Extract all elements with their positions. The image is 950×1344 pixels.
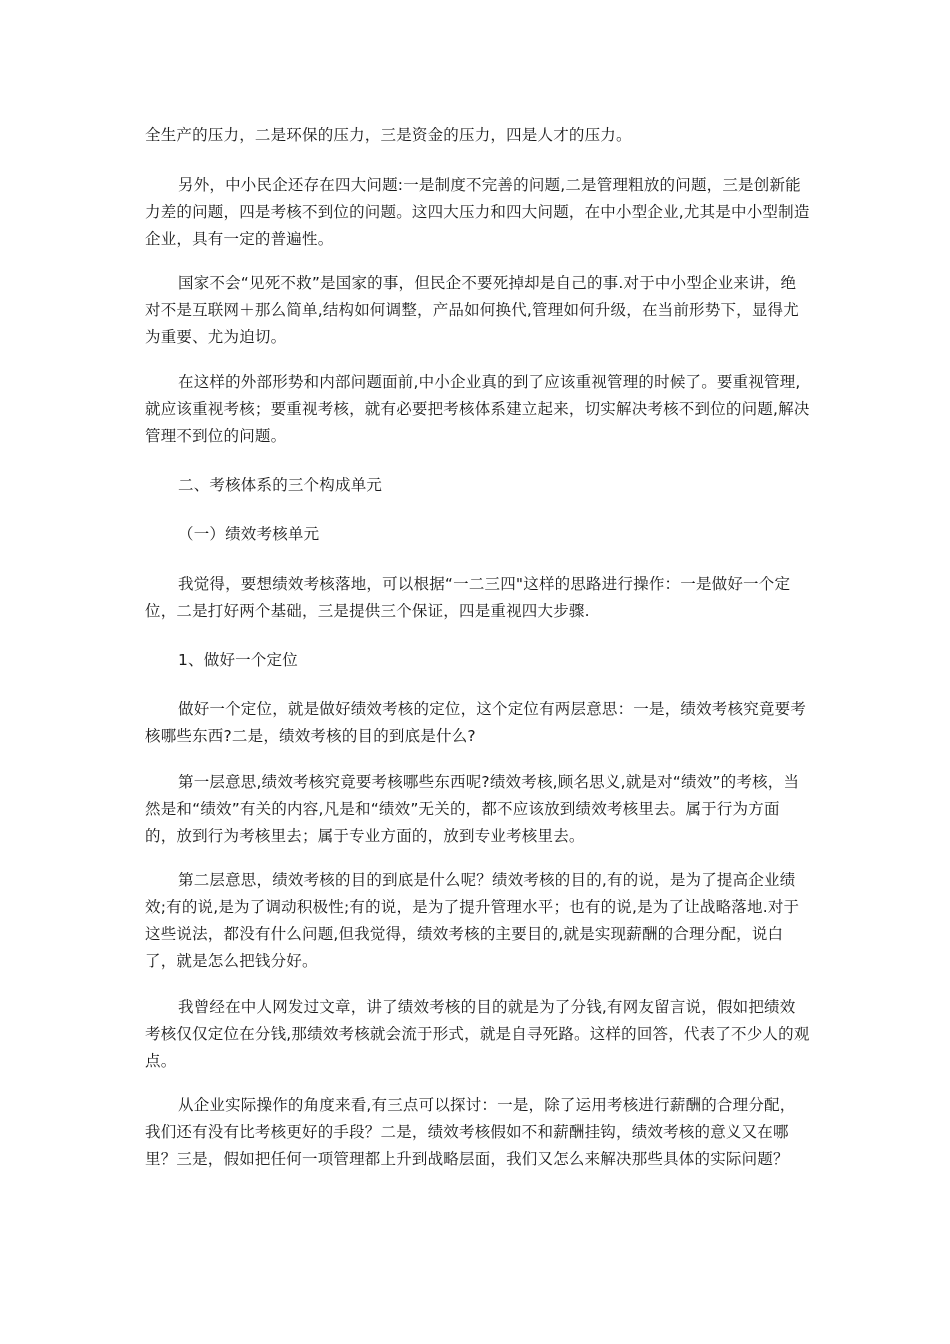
paragraph-first-meaning: 第一层意思,绩效考核究竟要考核哪些东西呢?绩效考核,顾名思义,就是对“绩效”的考核，当然是和“绩效”有关的内容,凡是和“绩效”无关的，都不应该放到绩效考核里去。属于行为方面的，放到行为考核里去；属于专业方面的，放到专业考核里去。	[145, 773, 800, 845]
paragraph-positioning: 做好一个定位，就是做好绩效考核的定位，这个定位有两层意思：一是，绩效考核究竟要考核哪些东西?二是，绩效考核的目的到底是什么?	[145, 700, 807, 745]
item-heading-1: 1、做好一个定位	[178, 651, 298, 669]
paragraph-second-meaning: 第二层意思，绩效考核的目的到底是什么呢？绩效考核的目的,有的说，是为了提高企业绩效;有的说,是为了调动积极性;有的说，是为了提升管理水平；也有的说,是为了让战略落地.对于这些说法，都没有什么问题,但我觉得，绩效考核的主要目的,就是实现薪酬的合理分配，说白了，就是怎么把钱分好。	[145, 871, 800, 970]
subsection-heading-1: （一）绩效考核单元	[178, 525, 320, 543]
paragraph-national-policy: 国家不会“见死不救”是国家的事，但民企不要死掉却是自己的事.对于中小型企业来讲，绝对不是互联网＋那么简单,结构如何调整，产品如何换代,管理如何升级，在当前形势下，显得尤为重要、尤为迫切。	[145, 274, 799, 346]
paragraph-pressures-continued: 全生产的压力，二是环保的压力，三是资金的压力，四是人才的压力。	[145, 126, 632, 144]
paragraph-online-article: 我曾经在中人网发过文章，讲了绩效考核的目的就是为了分钱,有网友留言说，假如把绩效考核仅仅定位在分钱,那绩效考核就会流于形式，就是自寻死路。这样的回答，代表了不少人的观点。	[145, 998, 810, 1070]
paragraph-practical-view: 从企业实际操作的角度来看,有三点可以探讨：一是，除了运用考核进行薪酬的合理分配，我们还有没有比考核更好的手段？二是，绩效考核假如不和薪酬挂钩，绩效考核的意义又在哪里？三是，假如把任何一项管理都上升到战略层面，我们又怎么来解决那些具体的实际问题？	[145, 1096, 796, 1168]
section-heading-2: 二、考核体系的三个构成单元	[178, 476, 383, 494]
paragraph-four-problems: 另外，中小民企还存在四大问题:一是制度不完善的问题,二是管理粗放的问题，三是创新能力差的问题，四是考核不到位的问题。这四大压力和四大问题，在中小型企业,尤其是中小型制造企业，具有一定的普遍性。	[145, 176, 810, 248]
paragraph-one-two-three-four: 我觉得，要想绩效考核落地，可以根据“一二三四"这样的思路进行操作：一是做好一个定位，二是打好两个基础，三是提供三个保证，四是重视四大步骤.	[145, 575, 791, 620]
paragraph-value-management: 在这样的外部形势和内部问题面前,中小企业真的到了应该重视管理的时候了。要重视管理,就应该重视考核；要重视考核，就有必要把考核体系建立起来，切实解决考核不到位的问题,解决管理不到位的问题。	[145, 373, 810, 445]
